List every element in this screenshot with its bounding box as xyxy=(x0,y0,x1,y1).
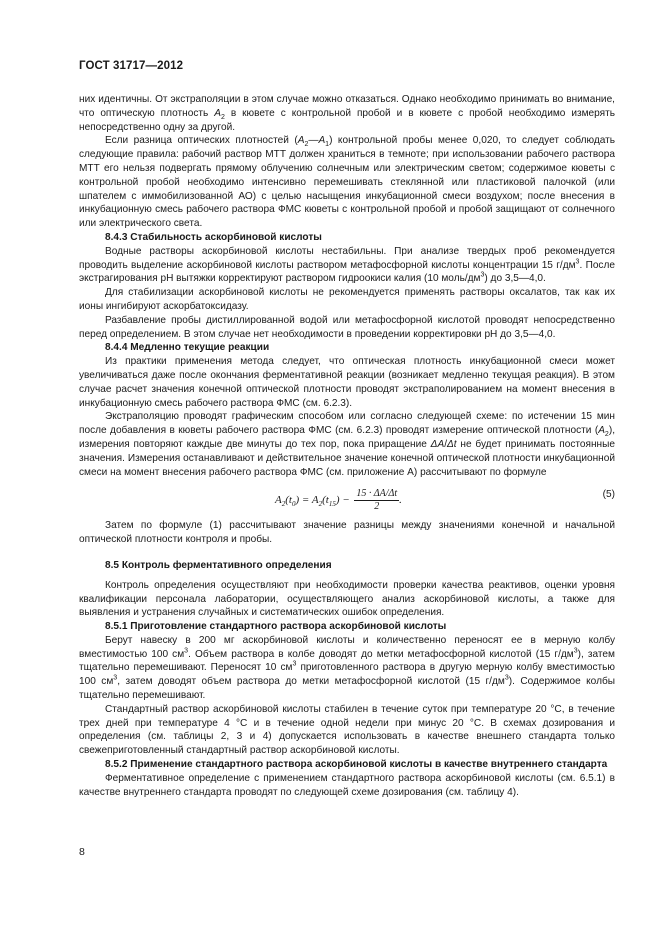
section-heading-8-4-4: 8.4.4 Медленно текущие реакции xyxy=(105,342,270,354)
paragraph: Ферментативное определение с применением стандартного раствора аскорбиновой кислоты (см. 6.5.1) в качестве внутреннего стандарта проводят по следующей схеме дозирования (см. таблицу 4). xyxy=(79,772,615,798)
section-heading-8-5-1: 8.5.1 Приготовление стандартного раствора аскорбиновой кислоты xyxy=(105,621,447,633)
page-number: 8 xyxy=(79,846,85,858)
paragraph: Экстраполяцию проводят графическим способом или согласно следующей схеме: по истечении 15 мин после добавления в кюветы рабочего раствора ФМС (см. 6.2.3) проводят измерение оптической плотности $(A_2)$, измерения повторяют каждые две минуты до тех пор, пока приращение ΔA/Δt не будет принимать постоянные значения. Измерения останавливают и действительное значение конечной оптической плотности инкубационной смеси на момент внесения рабочего раствора ФМС (см. приложение А) рассчитывают по формуле xyxy=(79,411,615,478)
formula-5 xyxy=(79,482,615,513)
formula-expression: $A_2(t_0) = A_2(t_{15})$ − $\frac{15 \cdot \Delta A/\Delta t}{2}$ . xyxy=(275,488,402,513)
section-heading-8-5: 8.5 Контроль ферментативного определения xyxy=(105,559,332,571)
document-body xyxy=(79,93,615,799)
section-heading-8-4-3: 8.4.3 Стабильность аскорбиновой кислоты xyxy=(105,231,322,243)
paragraph: Водные растворы аскорбиновой кислоты нестабильны. При анализе твердых проб рекомендуется проводить выделение аскорбиновой кислоты раствором метафосфорной кислоты концентрации 15 $г/дм^3$. После экстрагирования рН вытяжки корректируют раствором гидроокиси калия (10 моль/$дм^3$) до 3,5—4,0. xyxy=(79,245,615,285)
paragraph: Если разница оптических плотностей $(A_2—A_1)$ контрольной пробы менее 0,020, то следует соблюдать следующие правила: рабочий раствор МТТ должен храниться в темноте; при использовании рабочего раствора МТТ его нельзя подвергать прямому облучению солнечным или электрическим светом; содержимое кюветы с контрольной пробой необходимо интенсивно перемешивать стеклянной или пластиковой палочкой (или шпателем с иммобилизованной АО) с целью насыщения инкубационной смеси воздухом; после внесения в инкубационную смесь рабочего раствора ФМС кюветы с контрольной пробой и пробой защищают от солнечного или электрического света. xyxy=(79,135,615,230)
standard-header: ГОСТ 31717—2012 xyxy=(79,60,184,72)
section-heading-8-5-2: 8.5.2 Применение стандартного раствора аскорбиновой кислоты в качестве внутреннего стандарта xyxy=(105,759,608,771)
formula-fraction: $\frac{15 \cdot \Delta A/\Delta t}{2}$ xyxy=(356,488,398,513)
formula-number: (5) xyxy=(602,489,615,501)
paragraph: Разбавление пробы дистиллированной водой или метафосфорной кислотой проводят непосредственно перед определением. В этом случае нет необходимости в проведении корректировки рН до 3,5—4,0. xyxy=(79,314,615,340)
paragraph: Из практики применения метода следует, что оптическая плотность инкубационной смеси может увеличиваться даже после окончания ферментативной реакции (возникает медленно текущая реакция). В этом случае расчет значения конечной оптической плотности проводят экстраполированием на момент внесения в инкубационную смесь рабочего раствора ФМС (см. 6.2.3). xyxy=(79,356,615,409)
paragraph: них идентичны. От экстраполяции в этом случае можно отказаться. Однако необходимо принимать во внимание, что оптическую плотность $A_2$ в кювете с контрольной пробой и в кювете с пробой необходимо измерять непосредственно одну за другой. xyxy=(79,94,616,133)
paragraph: Для стабилизации аскорбиновой кислоты не рекомендуется применять растворы оксалатов, так как их ионы ингибируют аскорбатоксидазу. xyxy=(79,287,615,312)
paragraph: Стандартный раствор аскорбиновой кислоты стабилен в течение суток при температуре 20 °С, в течение трех дней при температуре 4 °С и в течение одной недели при минус 20 °С. В схемах дозирования и определения (см. таблицы 2, 3 и 4) допускается использовать в качестве внешнего стандарта только свежеприготовленный стандартный раствор аскорбиновой кислоты. xyxy=(79,703,615,757)
paragraph: Контроль определения осуществляют при необходимости проверки качества реактивов, оценки уровня квалификации персонала лаборатории, осуществляющего анализ аскорбиновой кислоты, а также для выявления и устранения случайных и систематических ошибок определения. xyxy=(79,579,615,619)
paragraph: Берут навеску в 200 мг аскорбиновой кислоты и количественно переносят ее в мерную колбу вместимостью 100 $см^3$. Объем раствора в колбе доводят до метки метафосфорной кислотой (15 $г/дм^3$), затем тщательно перемешивают. Переносят 10 $см^3$ приготовленного раствора в другую мерную колбу вместимостью 100 $см^3$, затем доводят объем раствора до метки метафосфорной кислотой (15 $г/дм^3$). Содержимое колбы тщательно перемешивают. xyxy=(79,634,615,702)
paragraph: Затем по формуле (1) рассчитывают значение разницы между значениями конечной и начальной оптической плотности контроля и пробы. xyxy=(79,520,615,546)
